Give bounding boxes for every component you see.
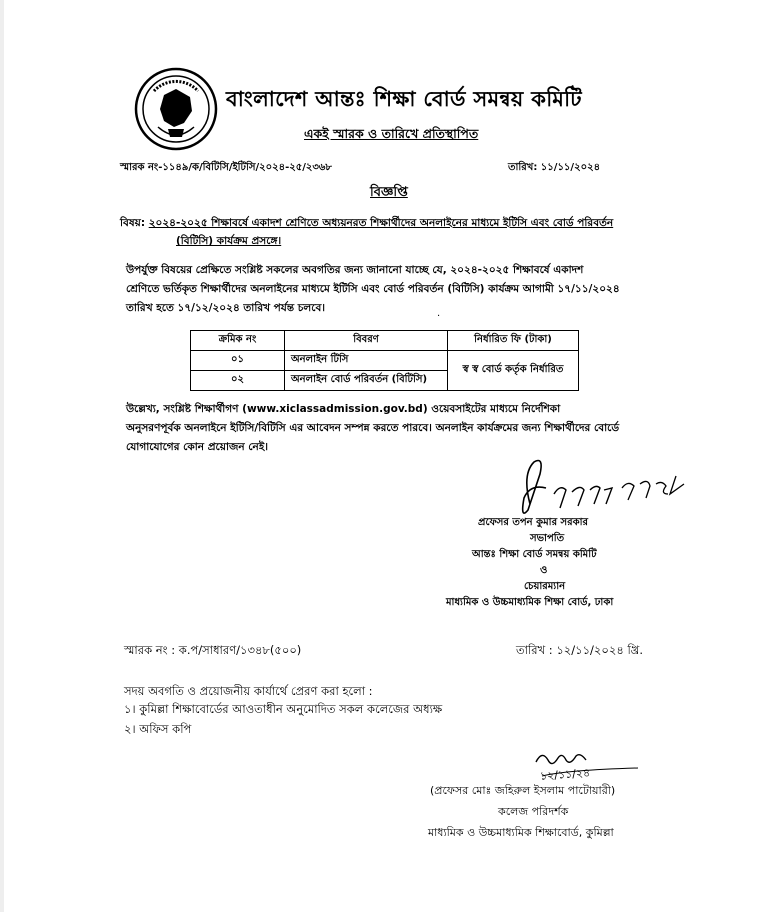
signatory-2-role: কলেজ পরিদর্শক bbox=[498, 805, 569, 818]
signatory-1-role-2: চেয়ারম্যান bbox=[524, 581, 566, 592]
signatory-1-committee: আন্তঃ শিক্ষা বোর্ড সমন্বয় কমিটি bbox=[472, 549, 597, 560]
scan-edge bbox=[0, 0, 4, 912]
signature-date: ১২/১১/২৪ bbox=[539, 766, 591, 783]
list-item: ১। কুমিল্লা শিক্ষাবোর্ডের আওতাধীন অনুমোদিত সকল কলেজের অধ্যক্ষ bbox=[124, 702, 443, 716]
body-para-line-2: শ্রেণিতে ভর্তিকৃত শিক্ষার্থীদের অনলাইনের মাধ্যমে ইটিসি এবং বোর্ড পরিবর্তন (বিটিসি) কার্যক্রম আগামী ১৭/১১/২০২৪ bbox=[126, 283, 620, 295]
signatory-1-and: ও bbox=[540, 565, 548, 576]
subtitle: একই স্মারক ও তারিখে প্রতিস্থাপিত bbox=[304, 126, 479, 141]
footnote-line-3: যোগাযোগের কোন প্রয়োজন নেই। bbox=[126, 441, 269, 453]
signatory-2-board: মাধ্যমিক ও উচ্চমাধ্যমিক শিক্ষাবোর্ড, কুমিল্লা bbox=[428, 826, 614, 839]
fee-note: স্ব স্ব বোর্ড কর্তৃক নির্ধারিত bbox=[448, 351, 579, 391]
stray-dot: . bbox=[437, 308, 441, 319]
header-fee: নির্ধারিত ফি (টাকা) bbox=[448, 331, 579, 351]
row-serial: ০১ bbox=[191, 351, 285, 371]
subject-text: ২০২৪-২০২৫ শিক্ষাবর্ষে একাদশ শ্রেণিতে অধ্যয়নরত শিক্ষার্থীদের অনলাইনের মাধ্যমে ইটিসি এবং বোর্ড পরিবর্তন bbox=[148, 217, 614, 229]
page-title: বাংলাদেশ আন্তঃ শিক্ষা বোর্ড সমন্বয় কমিটি bbox=[226, 87, 582, 111]
body-para-line-1: উপর্যুক্ত বিষয়ের প্রেক্ষিতে সংশ্লিষ্ট সকলের অবগতির জন্য জানানো যাচ্ছে যে, ২০২৪-২০২৫ শিক্ষাবর্ষে একাদশ bbox=[126, 264, 584, 276]
notice-heading: বিজ্ঞপ্তি bbox=[370, 185, 408, 200]
table-header-row bbox=[191, 331, 579, 351]
signatory-2-name: (প্রফেসর মোঃ জহিরুল ইসলাম পাটোয়ারী) bbox=[430, 784, 616, 797]
header-serial: ক্রমিক নং bbox=[191, 331, 285, 351]
table-row bbox=[191, 351, 579, 371]
fee-table bbox=[190, 330, 579, 391]
forward-date: তারিখ : ১২/১১/২০২৪ খ্রি. bbox=[516, 643, 643, 657]
handwritten-signature-1 bbox=[500, 454, 710, 524]
list-item: ২। অফিস কপি bbox=[124, 722, 192, 736]
header-description: বিবরণ bbox=[285, 331, 448, 351]
forward-memo-number: স্মারক নং : ক.প/সাধারণ/১৩৪৮(৫০০) bbox=[124, 643, 302, 657]
subject-line-2: (বিটিসি) কার্যক্রম প্রসঙ্গে। bbox=[176, 235, 282, 247]
subject-prefix: বিষয়: bbox=[120, 217, 149, 229]
footnote-line-2: অনুসরণপূর্বক অনলাইনে ইটিসি/বিটিসি এর আবেদন সম্পন্ন করতে পারবে। অনলাইন কার্যক্রমের জন্য শিক্ষার্থীদের বোর্ডে bbox=[126, 422, 620, 434]
row-description: অনলাইন বোর্ড পরিবর্তন (বিটিসি) bbox=[285, 371, 448, 391]
government-seal-icon bbox=[134, 67, 218, 151]
footnote-line-1: উল্লেখ্য, সংশ্লিষ্ট শিক্ষার্থীগণ (www.xiclassadmission.gov.bd) ওয়েবসাইটের মাধ্যমে নির্দেশিকা bbox=[126, 403, 561, 415]
subject-line-1 bbox=[120, 216, 613, 233]
forward-intro: সদয় অবগতি ও প্রয়োজনীয় কার্যার্থে প্রেরণ করা হলো : bbox=[124, 684, 373, 698]
signatory-1-board: মাধ্যমিক ও উচ্চমাধ্যমিক শিক্ষা বোর্ড, ঢাকা bbox=[446, 597, 614, 608]
row-description: অনলাইন টিসি bbox=[285, 351, 448, 371]
row-serial: ০২ bbox=[191, 371, 285, 391]
memo-date: তারিখ: ১১/১১/২০২৪ bbox=[508, 162, 601, 173]
memo-number: স্মারক নং-১১৪৯/ক/বিটিসি/ইটিসি/২০২৪-২৫/২৩৬৮ bbox=[120, 162, 332, 173]
signatory-1-name: প্রফেসর তপন কুমার সরকার bbox=[478, 517, 589, 528]
body-para-line-3: তারিখ হতে ১৭/১২/২০২৪ তারিখ পর্যন্ত চলবে। bbox=[126, 302, 326, 314]
signatory-1-role: সভাপতি bbox=[530, 533, 565, 544]
